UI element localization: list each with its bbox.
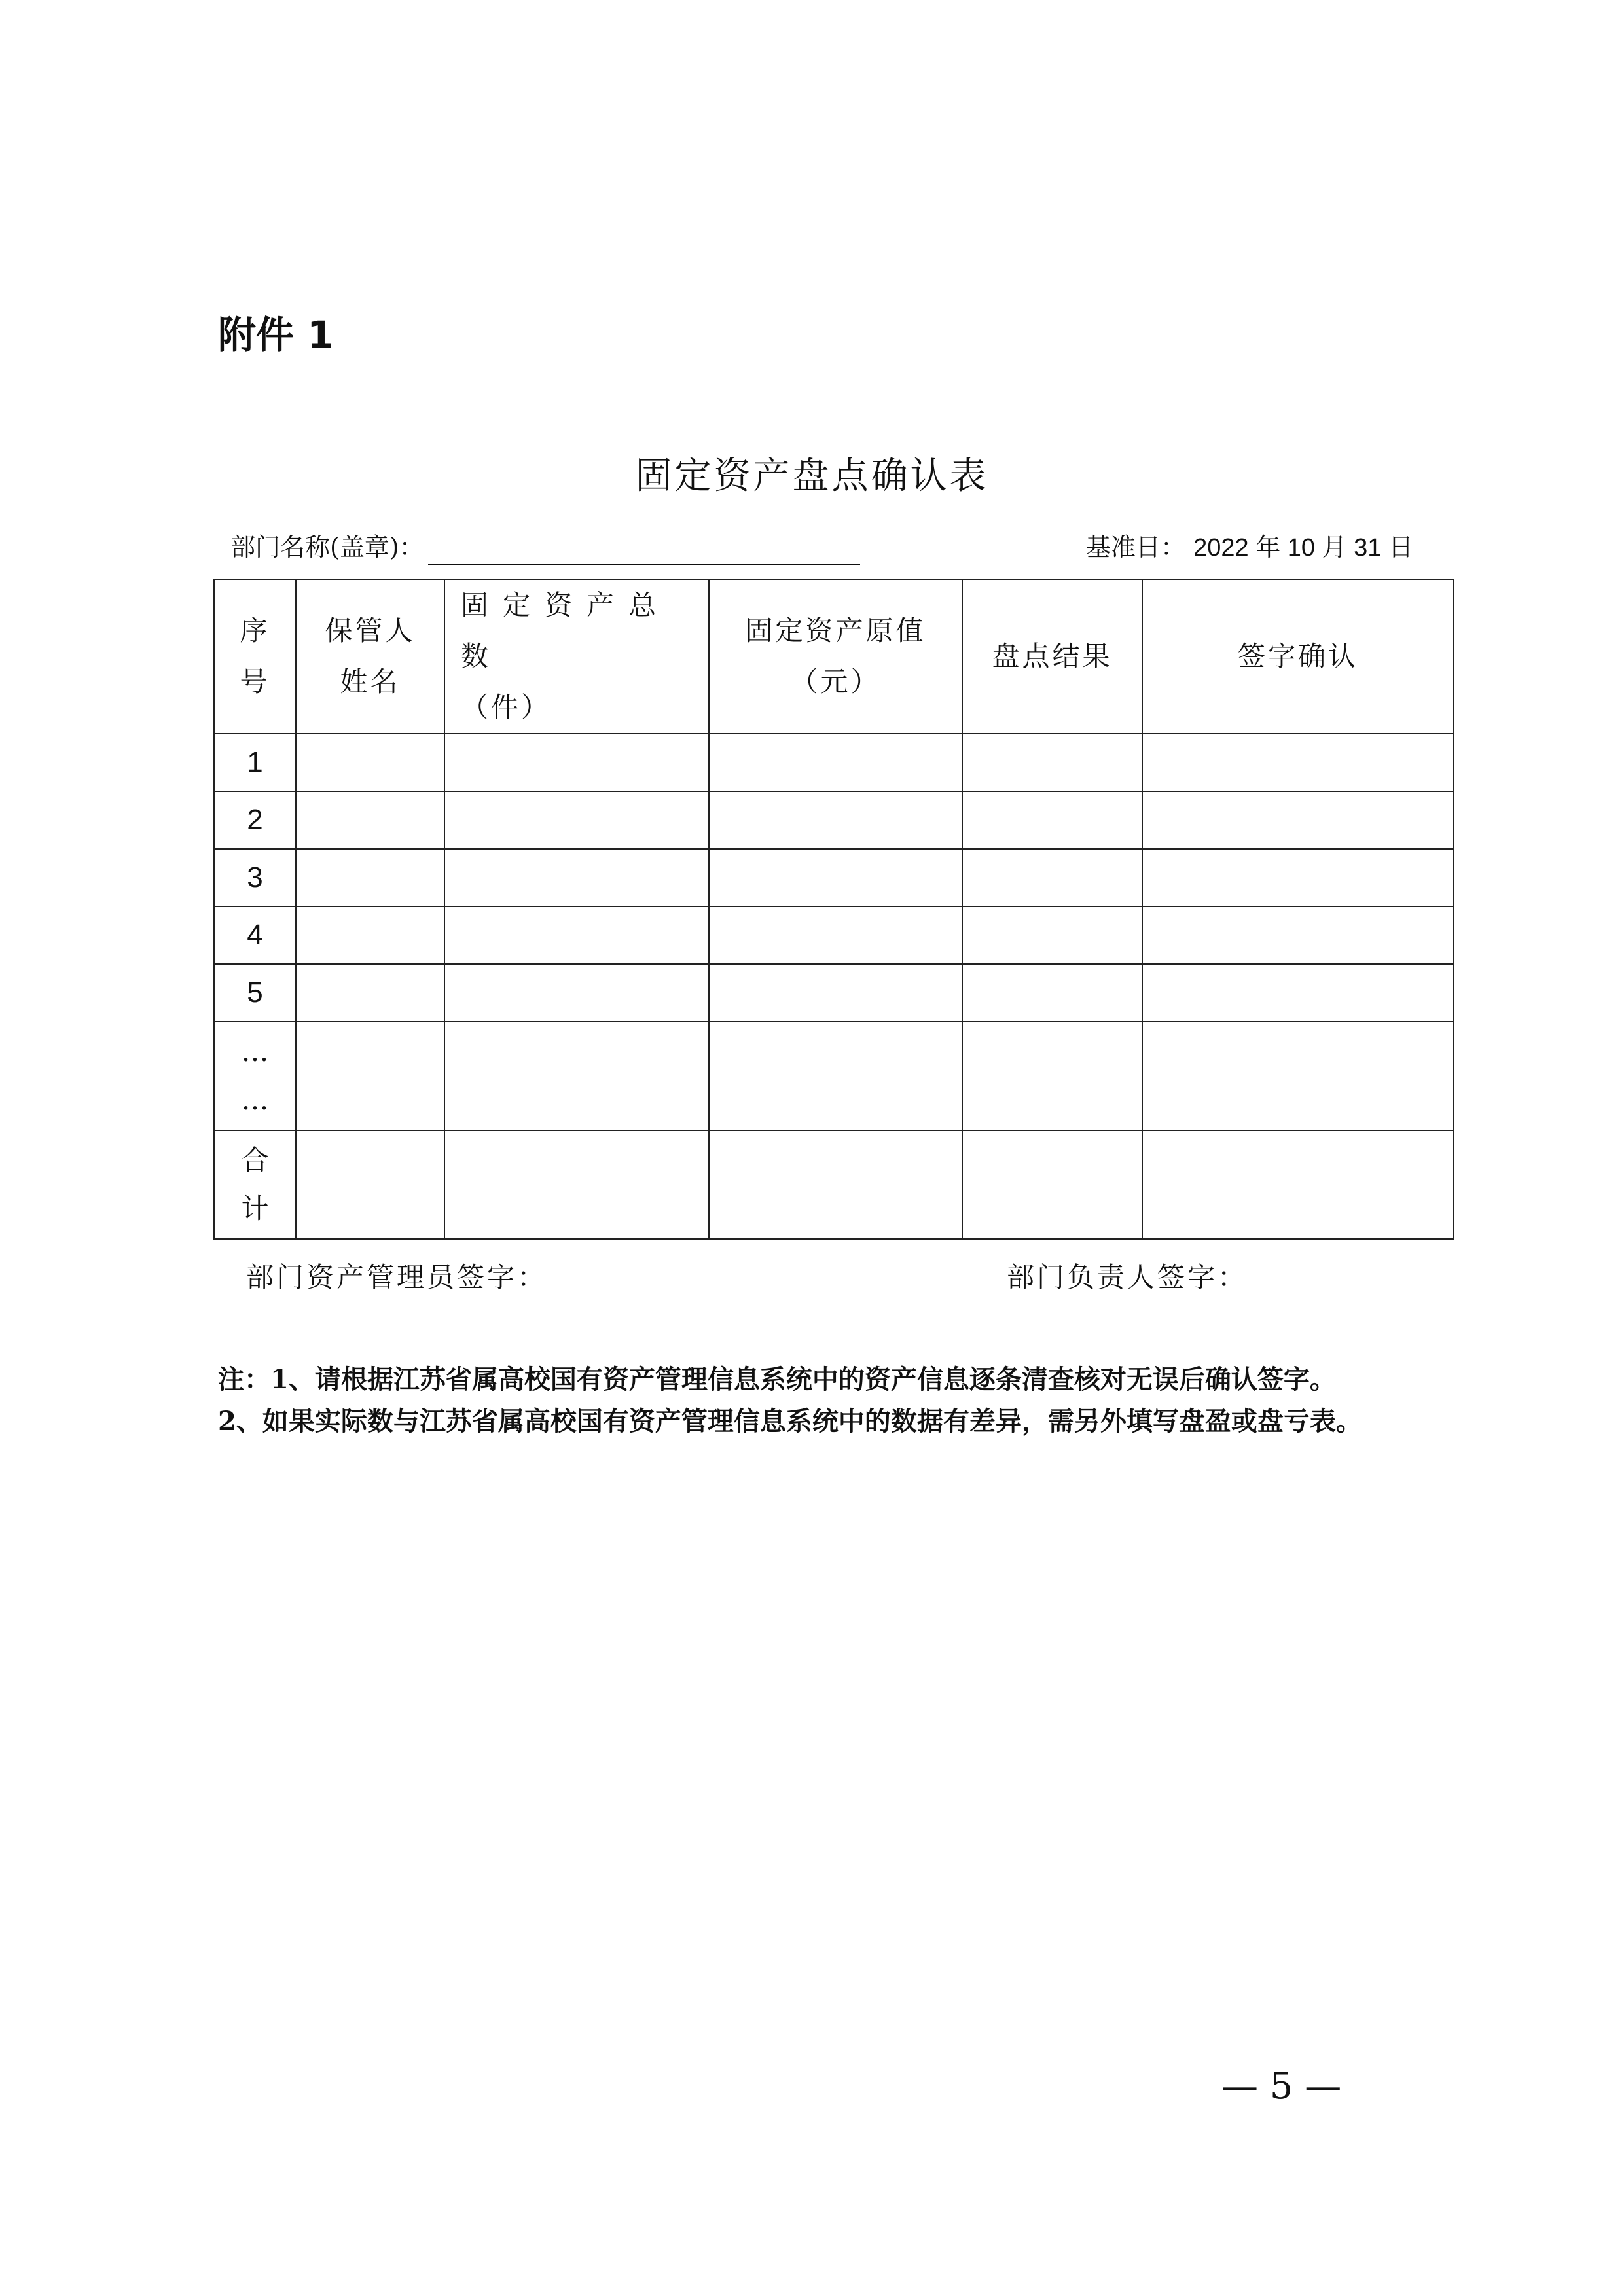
header-signature-line1: 签字确认 — [1237, 640, 1358, 672]
custodian-cell[interactable] — [296, 734, 444, 791]
table-row — [214, 1022, 1454, 1130]
table-row — [214, 849, 1454, 906]
original-value-cell[interactable] — [709, 849, 962, 906]
row-index: 3 — [214, 849, 296, 906]
row-index: 2 — [214, 791, 296, 849]
table-row — [214, 791, 1454, 849]
row-index — [214, 1022, 296, 1130]
department-field — [230, 529, 860, 565]
result-cell[interactable] — [962, 734, 1142, 791]
row-index-line1: … — [241, 1035, 269, 1067]
table-row — [214, 964, 1454, 1022]
total-count-cell[interactable] — [444, 1022, 709, 1130]
result-cell[interactable] — [962, 791, 1142, 849]
inventory-table — [213, 579, 1454, 1240]
base-date-label: 基准日： — [1086, 533, 1186, 562]
total-count-cell[interactable] — [444, 964, 709, 1022]
header-custodian — [296, 579, 444, 734]
original-value-cell[interactable] — [709, 791, 962, 849]
header-original-value — [709, 579, 962, 734]
row-index-line2: … — [241, 1084, 269, 1116]
custodian-cell[interactable] — [296, 791, 444, 849]
total-count-cell[interactable] — [444, 906, 709, 964]
row-index-line1: 合 — [241, 1144, 269, 1176]
header-signature — [1142, 579, 1454, 734]
custodian-cell[interactable] — [296, 964, 444, 1022]
header-custodian-line2: 姓名 — [340, 666, 401, 698]
table-row — [214, 734, 1454, 791]
row-index: 5 — [214, 964, 296, 1022]
header-total-count-line1: 固定资产总数 — [461, 589, 671, 672]
original-value-cell[interactable] — [709, 1022, 962, 1130]
signature-cell[interactable] — [1142, 1130, 1454, 1239]
department-label: 部门名称(盖章)： — [230, 533, 424, 562]
header-index — [214, 579, 296, 734]
page-number: — 5 — — [1221, 2065, 1342, 2108]
header-custodian-line1: 保管人 — [325, 615, 416, 647]
row-index — [214, 1130, 296, 1239]
table-row — [214, 906, 1454, 964]
row-index: 4 — [214, 906, 296, 964]
base-date-value: 2022 年 10 月 31 日 — [1193, 534, 1413, 562]
department-blank-line — [428, 535, 860, 565]
row-index: 1 — [214, 734, 296, 791]
table-row-total — [214, 1130, 1454, 1239]
header-index-line1: 序 — [240, 615, 270, 647]
signature-cell[interactable] — [1142, 791, 1454, 849]
signature-cell[interactable] — [1142, 1022, 1454, 1130]
header-result-line1: 盘点结果 — [992, 640, 1113, 672]
result-cell[interactable] — [962, 1022, 1142, 1130]
original-value-cell[interactable] — [709, 734, 962, 791]
header-total-count — [444, 579, 709, 734]
attachment-label: 附件 1 — [218, 313, 334, 357]
signature-cell[interactable] — [1142, 734, 1454, 791]
total-count-cell[interactable] — [444, 734, 709, 791]
header-result — [962, 579, 1142, 734]
custodian-cell[interactable] — [296, 906, 444, 964]
original-value-cell[interactable] — [709, 964, 962, 1022]
original-value-cell[interactable] — [709, 1130, 962, 1239]
signature-cell[interactable] — [1142, 849, 1454, 906]
note-1: 注：1、请根据江苏省属高校国有资产管理信息系统中的资产信息逐条清查核对无误后确认签字。 — [218, 1364, 1336, 1395]
result-cell[interactable] — [962, 849, 1142, 906]
signature-cell[interactable] — [1142, 906, 1454, 964]
row-index-line2: 计 — [241, 1193, 269, 1225]
result-cell[interactable] — [962, 906, 1142, 964]
base-date — [1086, 529, 1413, 566]
original-value-cell[interactable] — [709, 906, 962, 964]
custodian-cell[interactable] — [296, 1130, 444, 1239]
form-title: 固定资产盘点确认表 — [635, 455, 989, 497]
header-total-count-line2: （件） — [461, 691, 552, 723]
table-header-row — [214, 579, 1454, 734]
custodian-cell[interactable] — [296, 1022, 444, 1130]
result-cell[interactable] — [962, 1130, 1142, 1239]
signature-cell[interactable] — [1142, 964, 1454, 1022]
notes — [218, 1359, 1416, 1443]
header-index-line2: 号 — [240, 666, 270, 698]
header-original-value-line2: （元） — [790, 666, 881, 698]
total-count-cell[interactable] — [444, 1130, 709, 1239]
result-cell[interactable] — [962, 964, 1142, 1022]
head-signature-label: 部门负责人签字： — [1007, 1261, 1248, 1293]
note-2: 2、如果实际数与江苏省属高校国有资产管理信息系统中的数据有差异，需另外填写盘盈或盘亏表。 — [218, 1406, 1362, 1437]
total-count-cell[interactable] — [444, 849, 709, 906]
header-original-value-line1: 固定资产原值 — [745, 615, 926, 647]
admin-signature-label: 部门资产管理员签字： — [246, 1261, 548, 1293]
custodian-cell[interactable] — [296, 849, 444, 906]
total-count-cell[interactable] — [444, 791, 709, 849]
